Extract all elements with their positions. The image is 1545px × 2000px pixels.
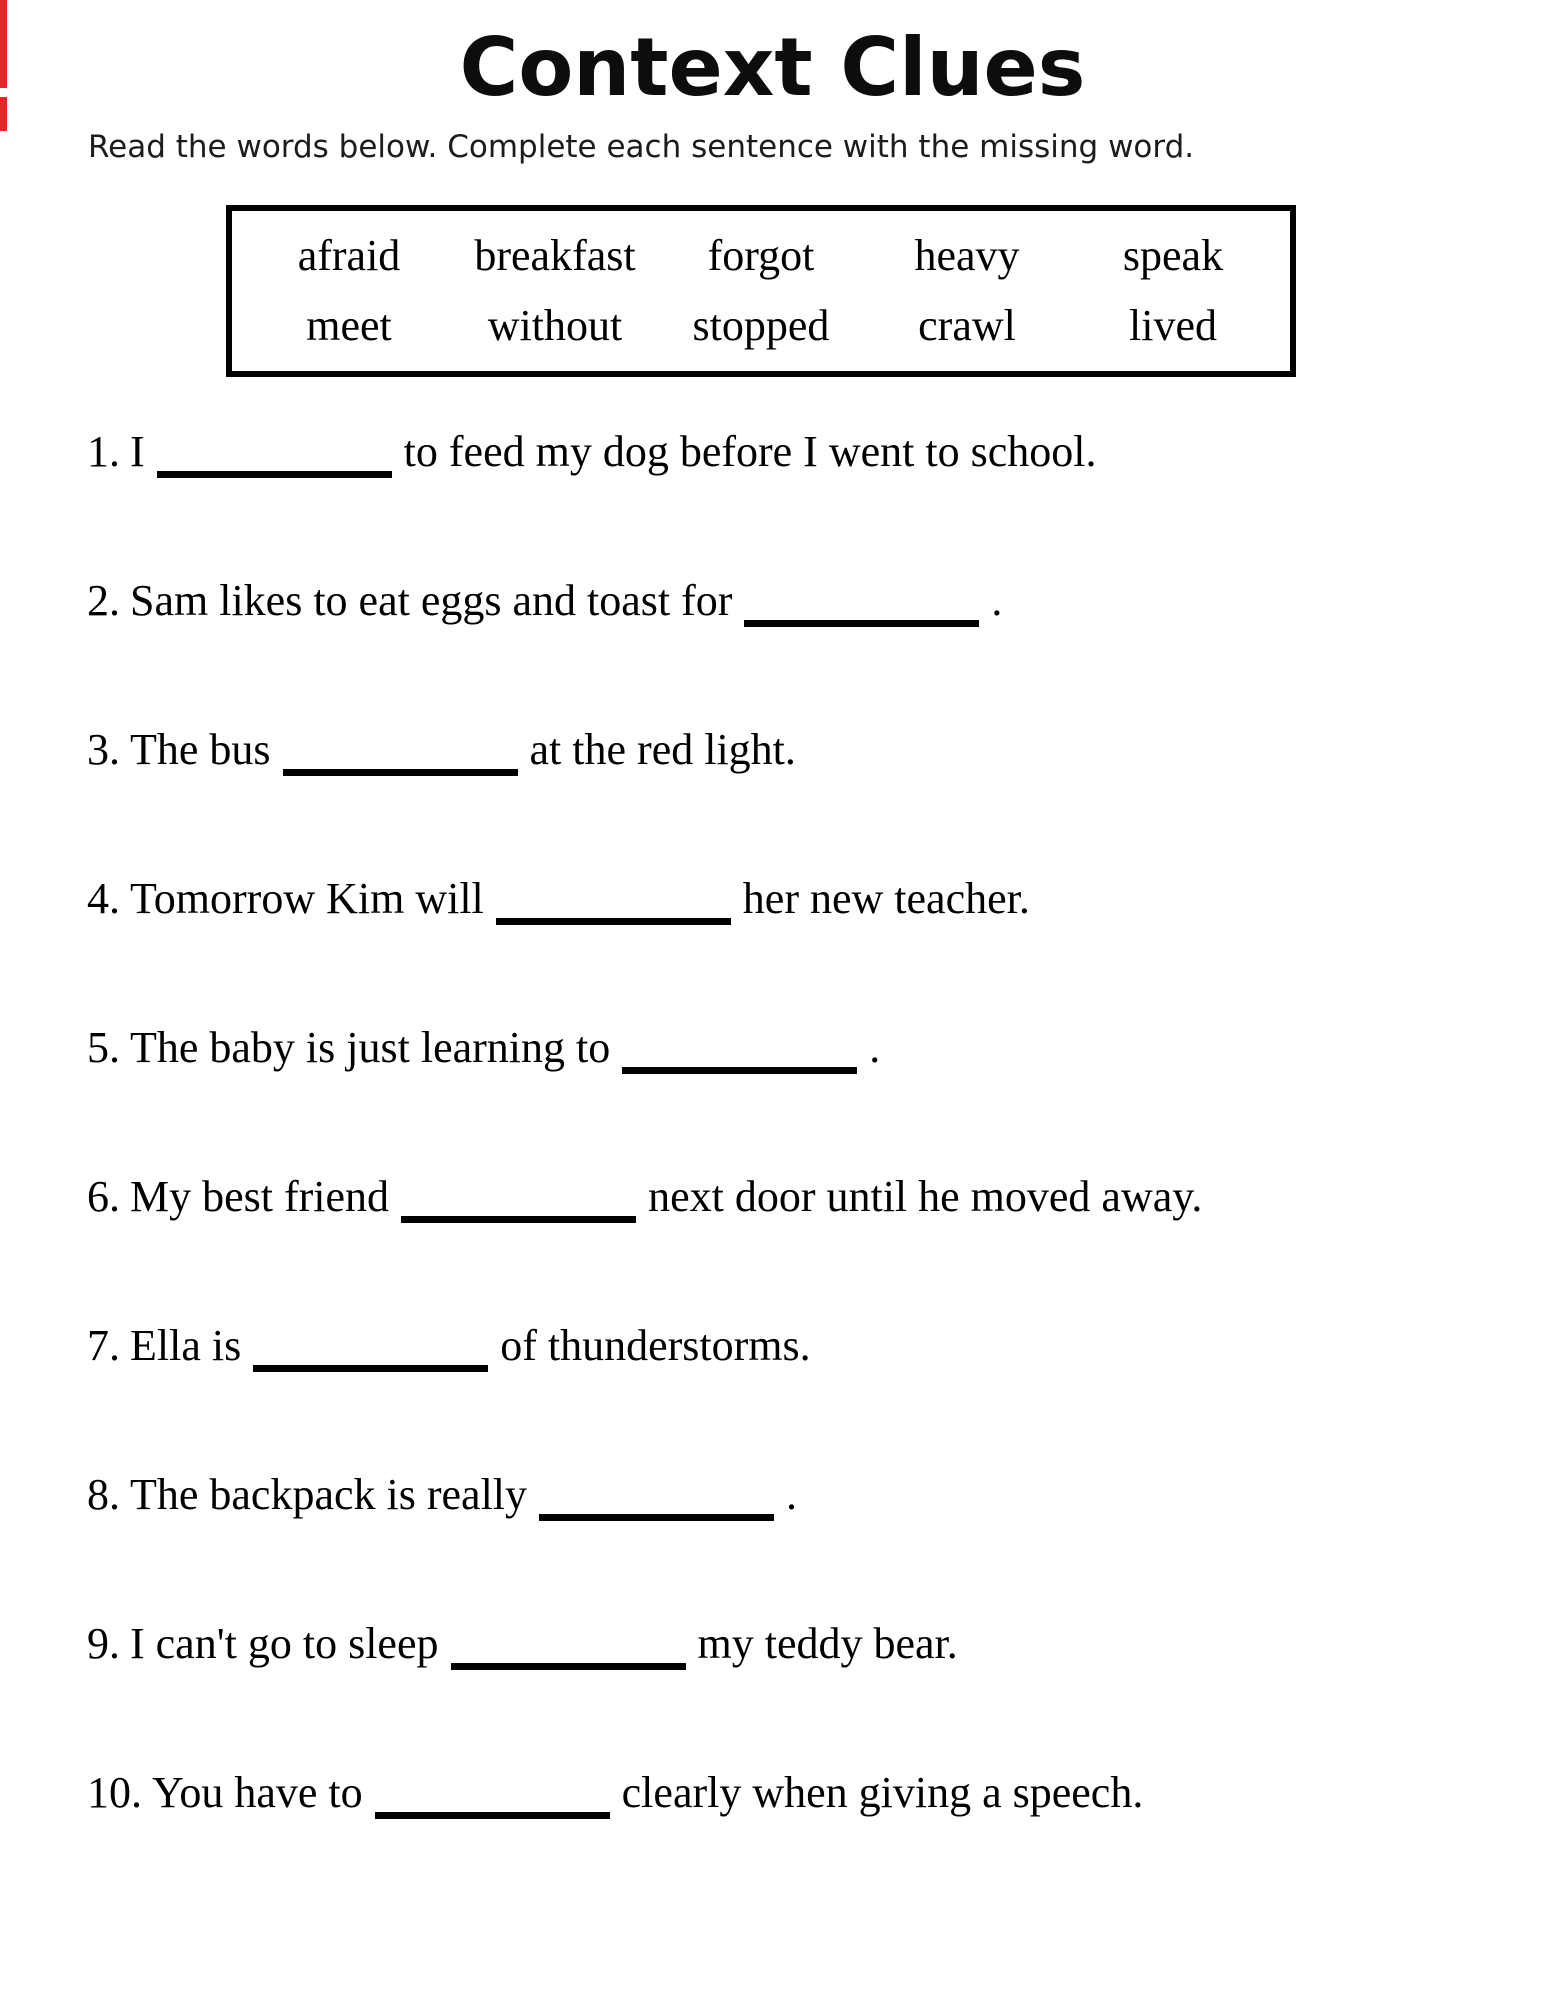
word-bank-word: forgot	[707, 230, 815, 280]
question-10	[87, 1768, 1545, 1819]
answer-blank	[375, 1783, 610, 1819]
question-text-after: .	[869, 1022, 881, 1072]
instructions-text: Read the words below. Complete each sentence with the missing word.	[88, 129, 1195, 165]
question-text-after: next door until he moved away.	[648, 1171, 1203, 1221]
question-6	[87, 1172, 1545, 1223]
question-text-after: to feed my dog before I went to school.	[403, 426, 1097, 476]
question-number: 5.	[87, 1022, 120, 1072]
answer-blank	[401, 1187, 636, 1223]
question-text-before: You have to	[152, 1767, 363, 1817]
question-text-before: The baby is just learning to	[130, 1022, 611, 1072]
question-5	[87, 1023, 1545, 1074]
answer-blank	[157, 442, 392, 478]
question-8	[87, 1470, 1545, 1521]
question-text-before: I	[130, 426, 145, 476]
question-text-before: The backpack is really	[130, 1469, 528, 1519]
red-edge-stripe-bottom	[0, 97, 7, 131]
word-bank-word: speak	[1122, 230, 1224, 280]
question-text-before: The bus	[130, 724, 271, 774]
answer-blank	[253, 1336, 488, 1372]
question-number: 2.	[87, 575, 120, 625]
question-text-after: of thunderstorms.	[500, 1320, 811, 1370]
question-number: 8.	[87, 1469, 120, 1519]
question-text-after: .	[786, 1469, 798, 1519]
question-7	[87, 1321, 1545, 1372]
word-bank-word: stopped	[692, 300, 830, 350]
word-bank-word: meet	[306, 300, 392, 350]
question-text-before: Sam likes to eat eggs and toast for	[130, 575, 733, 625]
word-bank-word: breakfast	[474, 230, 636, 280]
answer-blank	[283, 740, 518, 776]
answer-blank	[622, 1038, 857, 1074]
question-text-after: her new teacher.	[742, 873, 1030, 923]
question-number: 3.	[87, 724, 120, 774]
question-text-after: at the red light.	[529, 724, 796, 774]
question-text-before: I can't go to sleep	[130, 1618, 439, 1668]
answer-blank	[496, 889, 731, 925]
question-number: 7.	[87, 1320, 120, 1370]
question-text-after: .	[991, 575, 1003, 625]
question-text-after: clearly when giving a speech.	[621, 1767, 1144, 1817]
question-1	[87, 427, 1545, 478]
word-bank-row-2	[246, 291, 1276, 361]
answer-blank	[744, 591, 979, 627]
question-9	[87, 1619, 1545, 1670]
word-bank-row-1	[246, 221, 1276, 291]
red-edge-stripe-top	[0, 0, 7, 88]
answer-blank	[539, 1485, 774, 1521]
question-text-before: Ella is	[130, 1320, 242, 1370]
question-2	[87, 576, 1545, 627]
question-text-after: my teddy bear.	[697, 1618, 958, 1668]
question-number: 10.	[87, 1767, 142, 1817]
word-bank-word: crawl	[918, 300, 1016, 350]
question-text-before: Tomorrow Kim will	[130, 873, 484, 923]
word-bank-box	[226, 205, 1296, 377]
question-list	[87, 427, 1545, 1819]
page-title: Context Clues	[459, 21, 1086, 114]
word-bank-word: heavy	[914, 230, 1020, 280]
question-number: 6.	[87, 1171, 120, 1221]
question-number: 1.	[87, 426, 120, 476]
word-bank-word: without	[487, 300, 623, 350]
word-bank-word: lived	[1129, 300, 1217, 350]
question-number: 4.	[87, 873, 120, 923]
answer-blank	[451, 1634, 686, 1670]
question-4	[87, 874, 1545, 925]
question-number: 9.	[87, 1618, 120, 1668]
question-text-before: My best friend	[130, 1171, 390, 1221]
question-3	[87, 725, 1545, 776]
word-bank-word: afraid	[297, 230, 401, 280]
